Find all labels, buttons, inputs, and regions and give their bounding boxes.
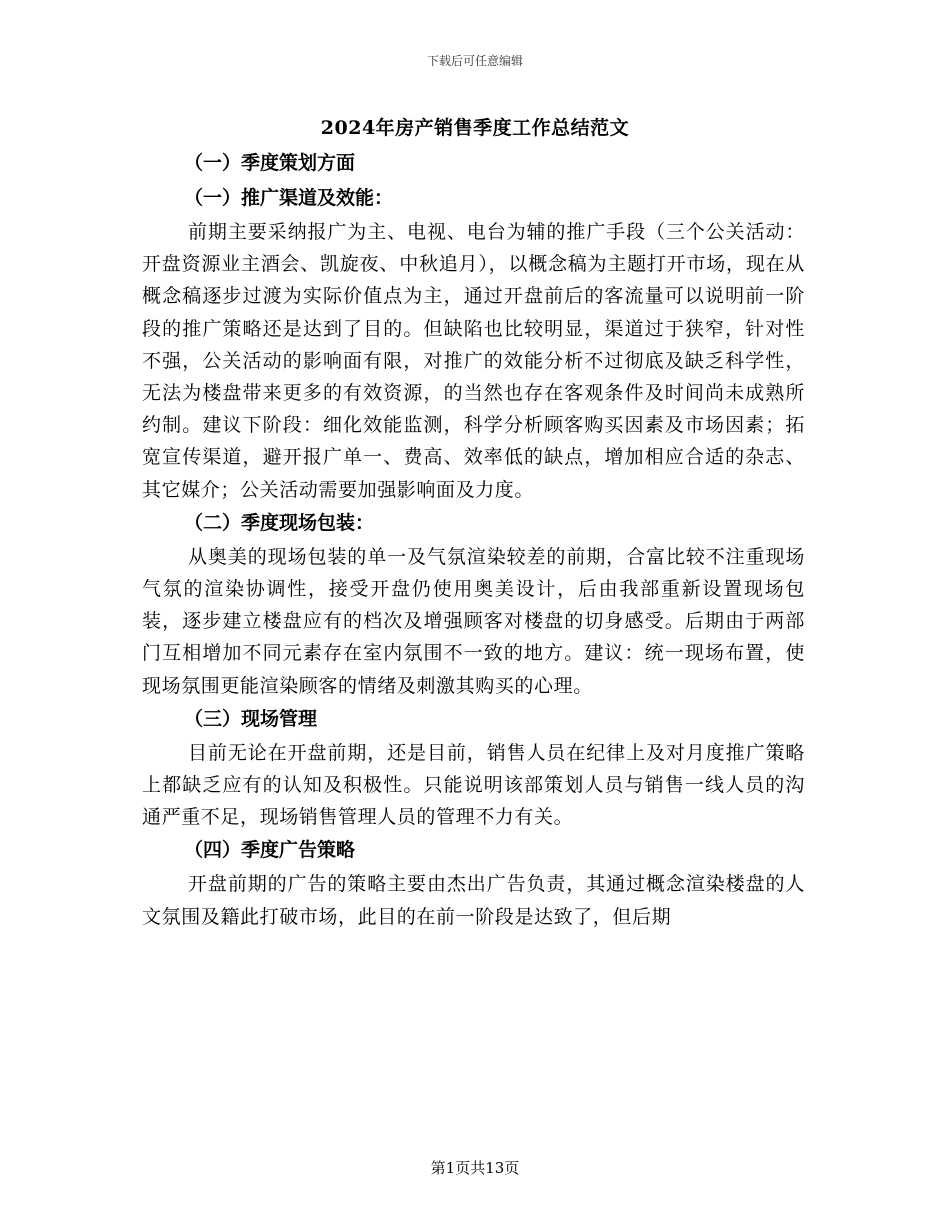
paragraph-site-management: 目前无论在开盘前期，还是目前，销售人员在纪律上及对月度推广策略上都缺乏应有的认知及积极性。只能说明该部策划人员与销售一线人员的沟通严重不足，现场销售管理人员的管理不力有关。	[142, 741, 805, 829]
document-title: 2024年房产销售季度工作总结范文	[320, 117, 630, 139]
paragraph-ad-strategy: 开盘前期的广告的策略主要由杰出广告负责，其通过概念渲染楼盘的人文氛围及籍此打破市场，此目的在前一阶段是达致了，但后期	[142, 873, 805, 928]
page-footer: 第1页共13页	[430, 1159, 520, 1177]
section-heading-planning: （一）季度策划方面	[184, 152, 356, 174]
page-header-note: 下载后可任意编辑	[426, 54, 523, 68]
paragraph-site-packaging: 从奥美的现场包装的单一及气氛渲染较差的前期，合富比较不注重现场气氛的渲染协调性，接受开盘仍使用奥美设计，后由我部重新设置现场包装，逐步建立楼盘应有的档次及增强顾客对楼盘的切身感受。后期由于两部门互相增加不同元素存在室内氛围不一致的地方。建议：统一现场布置，使现场氛围更能渲染顾客的情绪及刺激其购买的心理。	[142, 545, 805, 697]
section-heading-site-management: （三）现场管理	[184, 707, 318, 730]
section-heading-site-packaging: （二）季度现场包装：	[184, 511, 375, 534]
paragraph-promotion-channels: 前期主要采纳报广为主、电视、电台为辅的推广手段（三个公关活动：开盘资源业主酒会、凯旋夜、中秋追月），以概念稿为主题打开市场，现在从概念稿逐步过渡为实际价值点为主，通过开盘前后的客流量可以说明前一阶段的推广策略还是达到了目的。但缺陷也比较明显，渠道过于狭窄，针对性不强，公关活动的影响面有限，对推广的效能分析不过彻底及缺乏科学性，无法为楼盘带来更多的有效资源，的当然也存在客观条件及时间尚未成熟所约制。建议下阶段：细化效能监测，科学分析顾客购买因素及市场因素；拓宽宣传渠道，避开报广单一、费高、效率低的缺点，增加相应合适的杂志、其它媒介；公关活动需要加强影响面及力度。	[142, 221, 805, 501]
section-heading-ad-strategy: （四）季度广告策略	[184, 839, 356, 862]
section-heading-promotion-channels: （一）推广渠道及效能：	[184, 187, 394, 209]
document-body	[142, 146, 805, 933]
